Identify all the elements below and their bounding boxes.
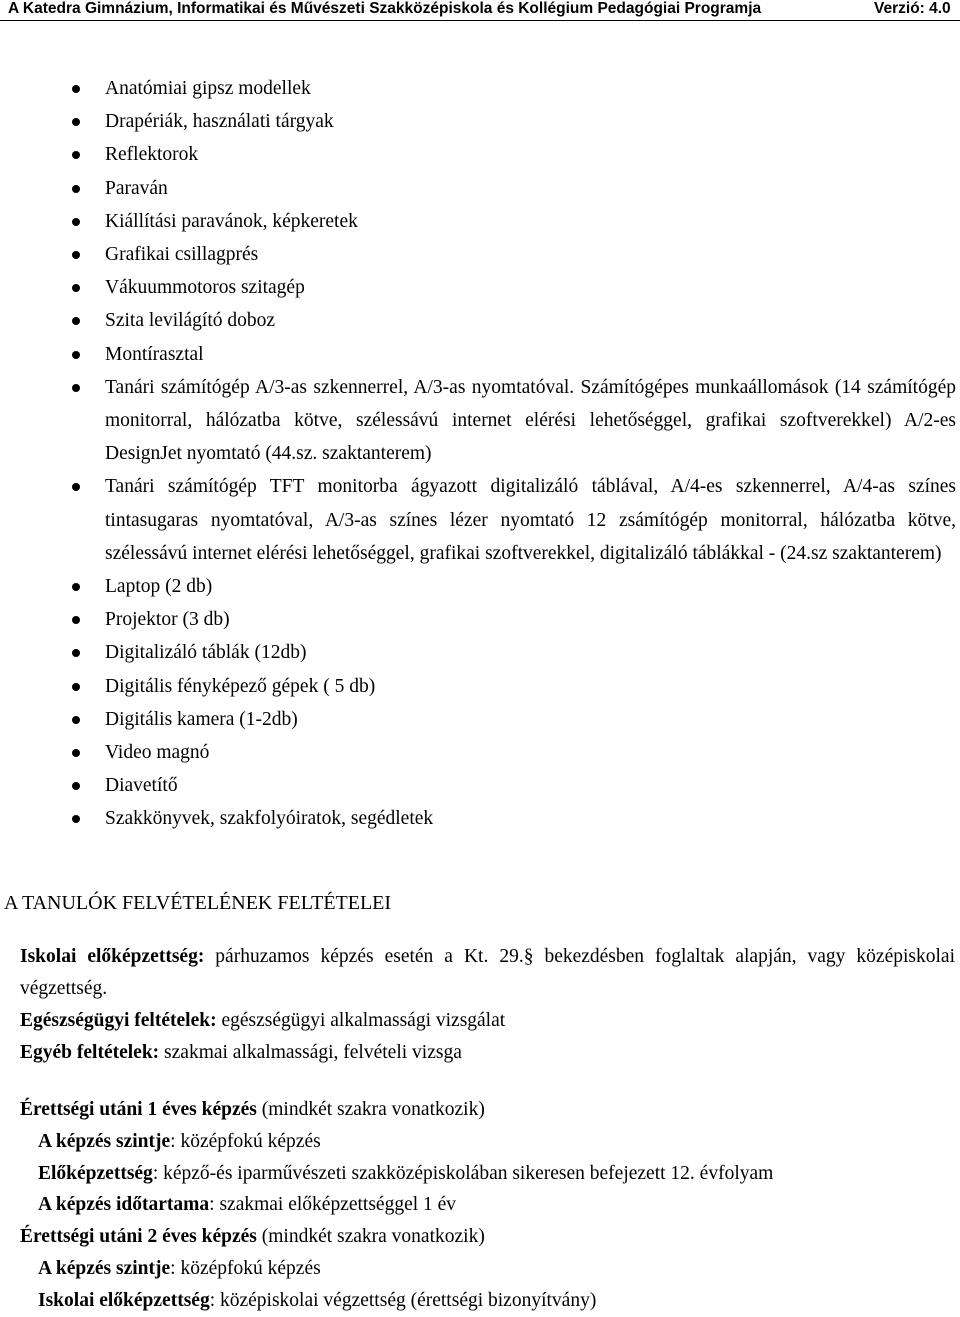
list-item: Grafikai csillagprés bbox=[0, 238, 960, 271]
course-row-value: : középiskolai végzettség (érettségi bizonyítvány) bbox=[209, 1289, 597, 1311]
course-row-label: Iskolai előképzettség bbox=[38, 1289, 210, 1311]
list-item: Anatómiai gipsz modellek bbox=[0, 72, 960, 105]
header-version: Verzió: 4.0 bbox=[874, 0, 951, 17]
course-details bbox=[20, 1094, 955, 1317]
list-item: Reflektorok bbox=[0, 138, 960, 171]
course-note: (mindkét szakra vonatkozik) bbox=[256, 1226, 485, 1248]
list-item: Szita levilágító doboz bbox=[0, 304, 960, 337]
list-item: Montírasztal bbox=[0, 338, 960, 371]
section-title: A TANULÓK FELVÉTELÉNEK FELTÉTELEI bbox=[4, 892, 392, 914]
course-row-label: A képzés szintje bbox=[38, 1130, 171, 1152]
requirement-value: szakmai alkalmassági, felvételi vizsga bbox=[159, 1042, 462, 1063]
course-title bbox=[20, 1221, 955, 1253]
requirement-label: Egészségügyi feltételek: bbox=[20, 1010, 217, 1031]
course-row-value: : középfokú képzés bbox=[170, 1257, 321, 1279]
course-row bbox=[20, 1158, 955, 1190]
list-item: Tanári számítógép A/3-as szkennerrel, A/3-as nyomtatóval. Számítógépes munkaállomások (14 számítógép monitorral, hálózatba kötve, szélessávú internet elérési lehetőséggel, grafikai szoftverekkel) A/2-es DesignJet nyomtató (44.sz. szaktanterem) bbox=[0, 371, 960, 471]
list-item: Digitalizáló táblák (12db) bbox=[0, 636, 960, 669]
list-item: Drapériák, használati tárgyak bbox=[0, 105, 960, 138]
requirement-health bbox=[20, 1005, 955, 1037]
page-header bbox=[0, 0, 960, 21]
equipment-list bbox=[0, 72, 960, 836]
list-item: Tanári számítógép TFT monitorba ágyazott digitalizáló táblával, A/4-es szkennerrel, A/4-as színes tintasugaras nyomtatóval, A/3-as színes lézer nyomtató 12 zsámítógép monitorral, hálózatba kötve, szélessávú internet elérési lehetőséggel, grafikai szoftverekkel, digitalizáló táblákkal - (24.sz szaktanterem) bbox=[0, 470, 960, 570]
admission-requirements bbox=[20, 941, 955, 1069]
course-row bbox=[20, 1126, 955, 1158]
header-title: A Katedra Gimnázium, Informatikai és Művészeti Szakközépiskola és Kollégium Pedagógiai Programja bbox=[8, 0, 762, 17]
course-title bbox=[20, 1094, 955, 1126]
list-item: Digitális kamera (1-2db) bbox=[0, 703, 960, 736]
list-item: Video magnó bbox=[0, 736, 960, 769]
requirement-value: egészségügyi alkalmassági vizsgálat bbox=[216, 1010, 506, 1031]
course-row-label: A képzés szintje bbox=[38, 1257, 171, 1279]
course-row-value: : szakmai előképzettséggel 1 év bbox=[209, 1194, 457, 1216]
requirement-other bbox=[20, 1037, 955, 1069]
requirement-label: Egyéb feltételek: bbox=[20, 1042, 160, 1063]
requirement-value: párhuzamos képzés esetén a Kt. 29.§ bekezdésben foglaltak alapján, vagy középiskolai végzettség. bbox=[20, 946, 955, 999]
course-row bbox=[20, 1189, 955, 1221]
list-item: Laptop (2 db) bbox=[0, 570, 960, 603]
course-row bbox=[20, 1253, 955, 1285]
list-item: Projektor (3 db) bbox=[0, 603, 960, 636]
list-item: Vákuummotoros szitagép bbox=[0, 271, 960, 304]
list-item: Kiállítási paravánok, képkeretek bbox=[0, 205, 960, 238]
course-row-label: A képzés időtartama bbox=[38, 1194, 210, 1216]
course-name: Érettségi utáni 2 éves képzés bbox=[20, 1226, 257, 1248]
list-item: Diavetítő bbox=[0, 769, 960, 802]
list-item: Szakkönyvek, szakfolyóiratok, segédletek bbox=[0, 802, 960, 835]
course-name: Érettségi utáni 1 éves képzés bbox=[20, 1099, 257, 1120]
course-row-label: Előképzettség bbox=[38, 1162, 153, 1184]
course-note: (mindkét szakra vonatkozik) bbox=[256, 1099, 485, 1120]
course-row-value: : képző-és iparművészeti szakközépiskolában sikeresen befejezett 12. évfolyam bbox=[152, 1162, 774, 1184]
requirement-school bbox=[20, 941, 955, 1005]
list-item: Paraván bbox=[0, 172, 960, 205]
list-item: Digitális fényképező gépek ( 5 db) bbox=[0, 670, 960, 703]
course-row-value: : középfokú képzés bbox=[170, 1130, 321, 1152]
requirement-label: Iskolai előképzettség: bbox=[20, 946, 205, 967]
